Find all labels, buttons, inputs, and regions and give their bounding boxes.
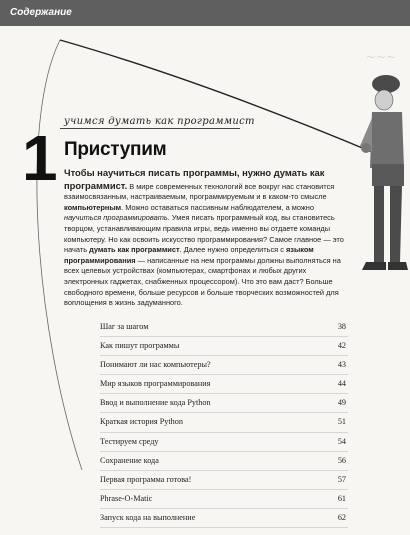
- intro-bold-1: компьютерным: [64, 202, 122, 212]
- toc-entry[interactable]: [100, 433, 348, 452]
- toc-entry-page: 49: [337, 398, 346, 408]
- intro-text-5: — написанные на нем программы должны выполняться на всех целевых устройствах (компьютерах, смартфонах и любых других электронных гаджетах, снабженных процессором). Что это вам даст? Больше свободного времени, больше ресурсов и больше творческих возможностей для воплощения в жизнь задуманного.: [64, 255, 341, 308]
- toc-entry-label: Шаг за шагом: [100, 322, 149, 331]
- toc-entry-label: Phrase-O-Matic: [100, 493, 153, 503]
- intro-text-2: . Можно оставаться пассивным наблюдателем, а можно: [121, 202, 314, 212]
- toc-entry-label: Краткая история Python: [100, 417, 183, 427]
- toc-entry-page: 57: [337, 474, 346, 484]
- chapter-subtitle: учимся думать как программист: [64, 116, 255, 127]
- toc-entry[interactable]: [100, 490, 348, 509]
- toc-entry-page: 62: [337, 512, 346, 522]
- intro-lead: Чтобы научиться писать программы, нужно думать как программист.: [64, 167, 325, 191]
- toc-entry-label: Сохранение кода: [100, 455, 159, 465]
- toc-entry[interactable]: [100, 394, 348, 413]
- toc-entry[interactable]: [100, 318, 348, 337]
- table-of-contents: [100, 318, 348, 528]
- toc-entry[interactable]: [100, 413, 348, 432]
- toc-entry-page: 43: [337, 360, 346, 370]
- toc-entry-page: 38: [337, 322, 346, 331]
- toc-entry-page: 42: [337, 341, 346, 351]
- intro-bold-3: языком программирования: [64, 245, 314, 265]
- subtitle-rule: [60, 128, 240, 129]
- toc-entry-page: 61: [337, 493, 346, 503]
- toc-entry[interactable]: [100, 337, 348, 356]
- watermark-text: ~~~: [365, 50, 396, 64]
- fishing-rod: [60, 40, 372, 152]
- toc-entry-label: Мир языков программирования: [100, 379, 211, 389]
- intro-text-1: В мире современных технологий все вокруг нас становится взаимосвязанным, настраиваемым, программируемым и в каком-то смысле: [64, 181, 335, 202]
- toc-entry[interactable]: [100, 452, 348, 471]
- toc-entry-label: Ввод и выполнение кода Python: [100, 398, 211, 408]
- toc-entry-label: Первая программа готова!: [100, 474, 192, 484]
- section-label: Содержание: [10, 7, 72, 18]
- angler-figure: [360, 75, 408, 270]
- intro-italic-1: научиться программировать: [64, 213, 168, 223]
- toc-entry-label: Понимают ли нас компьютеры?: [100, 360, 211, 370]
- intro-text-4: . Далее нужно определиться с: [179, 245, 286, 255]
- toc-entry[interactable]: [100, 356, 348, 375]
- chapter-number: 1: [22, 122, 58, 194]
- toc-entry[interactable]: [100, 375, 348, 394]
- intro-bold-2: думать как программист: [89, 245, 180, 255]
- intro-text-3: . Умея писать программный код, вы становитесь творцом, устанавливающим правила игры, ведь именно вы отдаете команды компьютеру. Но как освоить искусство программирования? Самое главное — это начать: [64, 213, 344, 255]
- toc-entry-page: 56: [337, 455, 346, 465]
- toc-entry-page: 54: [337, 436, 346, 446]
- toc-entry-label: Как пишут программы: [100, 341, 180, 351]
- toc-entry-label: Тестируем среду: [100, 436, 159, 446]
- intro-paragraph: [64, 167, 346, 309]
- toc-entry-page: 51: [337, 417, 346, 427]
- toc-entry-label: Запуск кода на выполнение: [100, 512, 196, 522]
- toc-entry[interactable]: [100, 471, 348, 490]
- chapter-title: Приступим: [64, 139, 167, 160]
- toc-entry-page: 44: [337, 379, 346, 389]
- toc-entry[interactable]: [100, 509, 348, 528]
